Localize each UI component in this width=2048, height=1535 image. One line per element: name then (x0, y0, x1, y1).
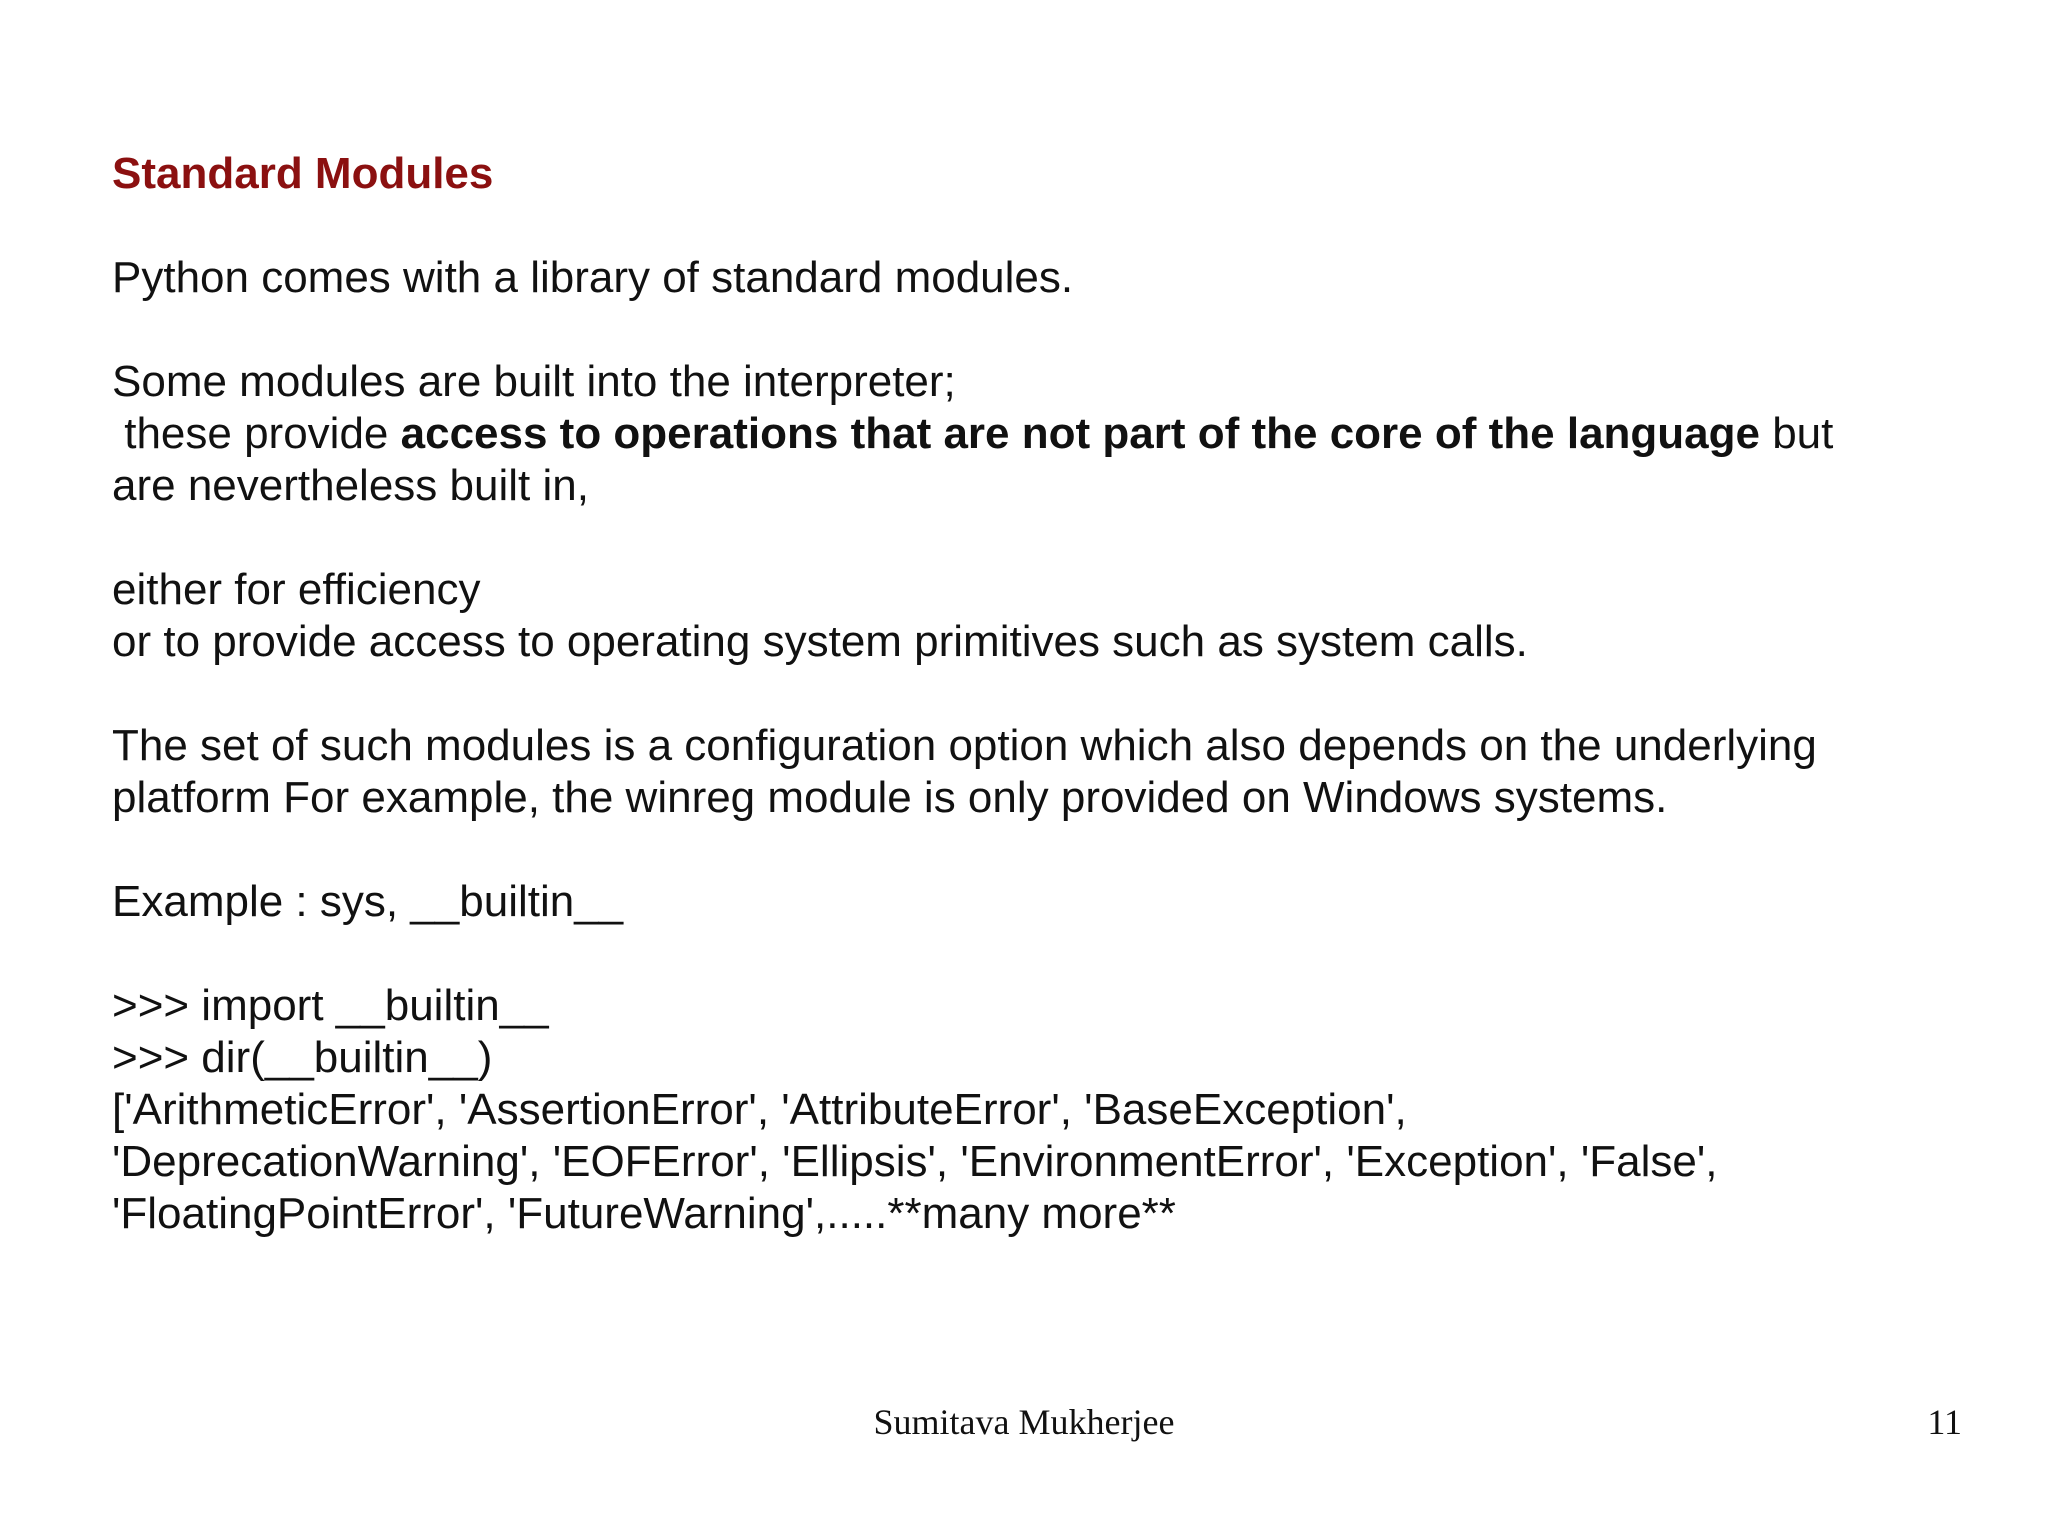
code-output-line-1: ['ArithmeticError', 'AssertionError', 'AttributeError', 'BaseException', (112, 1085, 1407, 1134)
builtin-text-post: but (1759, 409, 1834, 458)
footer-author: Sumitava Mukherjee (873, 1402, 1175, 1442)
builtin-text-line-3: are nevertheless built in, (112, 461, 589, 510)
builtin-text-line-1: Some modules are built into the interpreter; (112, 357, 956, 406)
reason-text-line-2: or to provide access to operating system primitives such as system calls. (112, 617, 1528, 666)
config-text-line-2: platform For example, the winreg module is only provided on Windows systems. (112, 773, 1668, 822)
builtin-text-pre: these provide (112, 409, 401, 458)
builtin-text-line-2 (112, 408, 1833, 460)
builtin-text-emphasis: access to operations that are not part of the core of the language (400, 409, 1760, 458)
intro-text: Python comes with a library of standard modules. (112, 253, 1074, 302)
example-text: Example : sys, __builtin__ (112, 877, 624, 926)
code-line-2: >>> dir(__builtin__) (112, 1033, 493, 1082)
reason-text-line-1: either for efficiency (112, 565, 481, 614)
code-output-line-3: 'FloatingPointError', 'FutureWarning',.....**many more** (112, 1189, 1176, 1238)
slide-title: Standard Modules (112, 149, 494, 198)
config-text-line-1: The set of such modules is a configuration option which also depends on the underlying (112, 721, 1817, 770)
page-number: 11 (1927, 1402, 1962, 1442)
code-line-1: >>> import __builtin__ (112, 981, 549, 1030)
code-output-line-2: 'DeprecationWarning', 'EOFError', 'Ellipsis', 'EnvironmentError', 'Exception', 'False', (112, 1137, 1718, 1186)
